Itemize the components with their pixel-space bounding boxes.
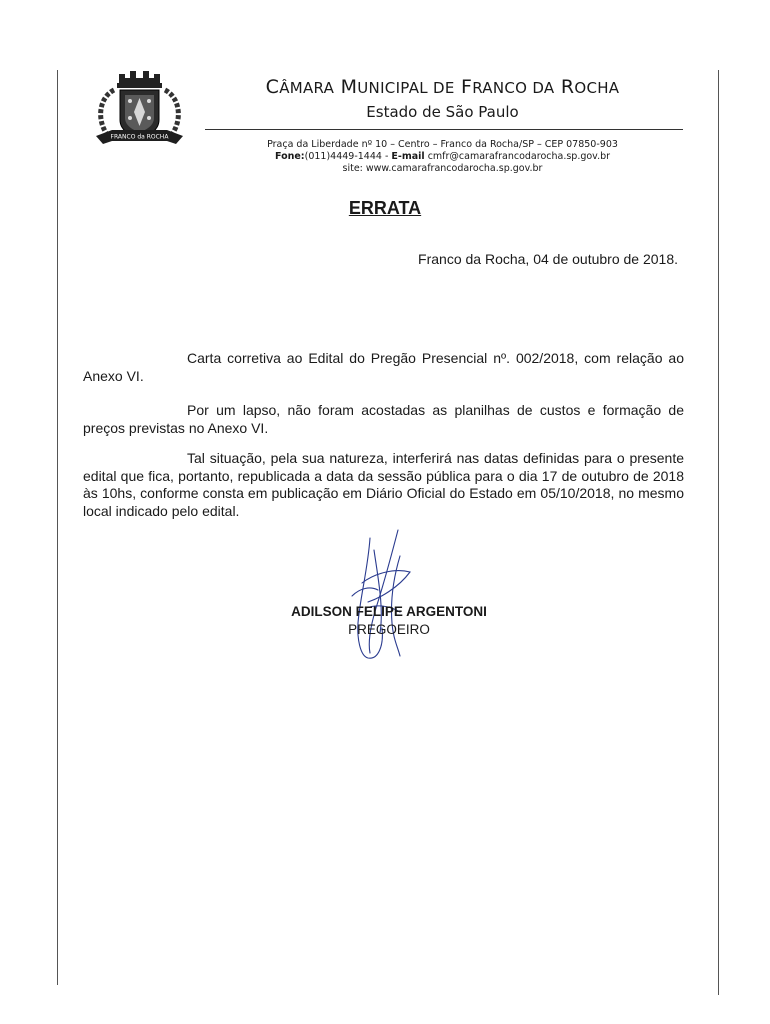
header-divider [205,129,683,130]
date-line: Franco da Rocha, 04 de outubro de 2018. [418,251,678,267]
paragraph-3: Tal situação, pela sua natureza, interferirá nas datas definidas para o presente edital que fica, portanto, republicada a data da sessão pública para o dia 17 de outubro de 2018 às 10hs, conforme consta em publicação em Diário Oficial do Estado em 05/10/2018, no mesmo local indicado pelo edital. [83,450,684,519]
site-line: site: www.camarafrancodarocha.sp.gov.br [342,163,543,174]
paragraph-1: Carta corretiva ao Edital do Pregão Presencial nº. 002/2018, com relação ao Anexo VI. [83,350,684,384]
paragraph-2: Por um lapso, não foram acostadas as planilhas de custos e formação de preços previstas no Anexo VI. [83,402,684,436]
signatory-role: PREGOEIRO [348,622,430,637]
document-title: ERRATA [348,198,422,218]
contact-block [205,139,680,175]
phone-email-line: Fone:(011)4449-1444 - E-mail cmfr@camarafrancodarocha.sp.gov.br [274,151,611,162]
institution-state: Estado de São Paulo [366,103,519,121]
handwritten-signature [340,528,420,663]
crest-banner-text: FRANCO da ROCHA [110,133,169,141]
institution-name: CÂMARA MUNICIPAL DE FRANCO DA ROCHA [265,76,620,98]
coat-of-arms-icon [92,68,187,153]
address-line: Praça da Liberdade nº 10 – Centro – Franco da Rocha/SP – CEP 07850-903 [267,139,618,150]
signatory-name: ADILSON FELIPE ARGENTONI [291,604,487,619]
